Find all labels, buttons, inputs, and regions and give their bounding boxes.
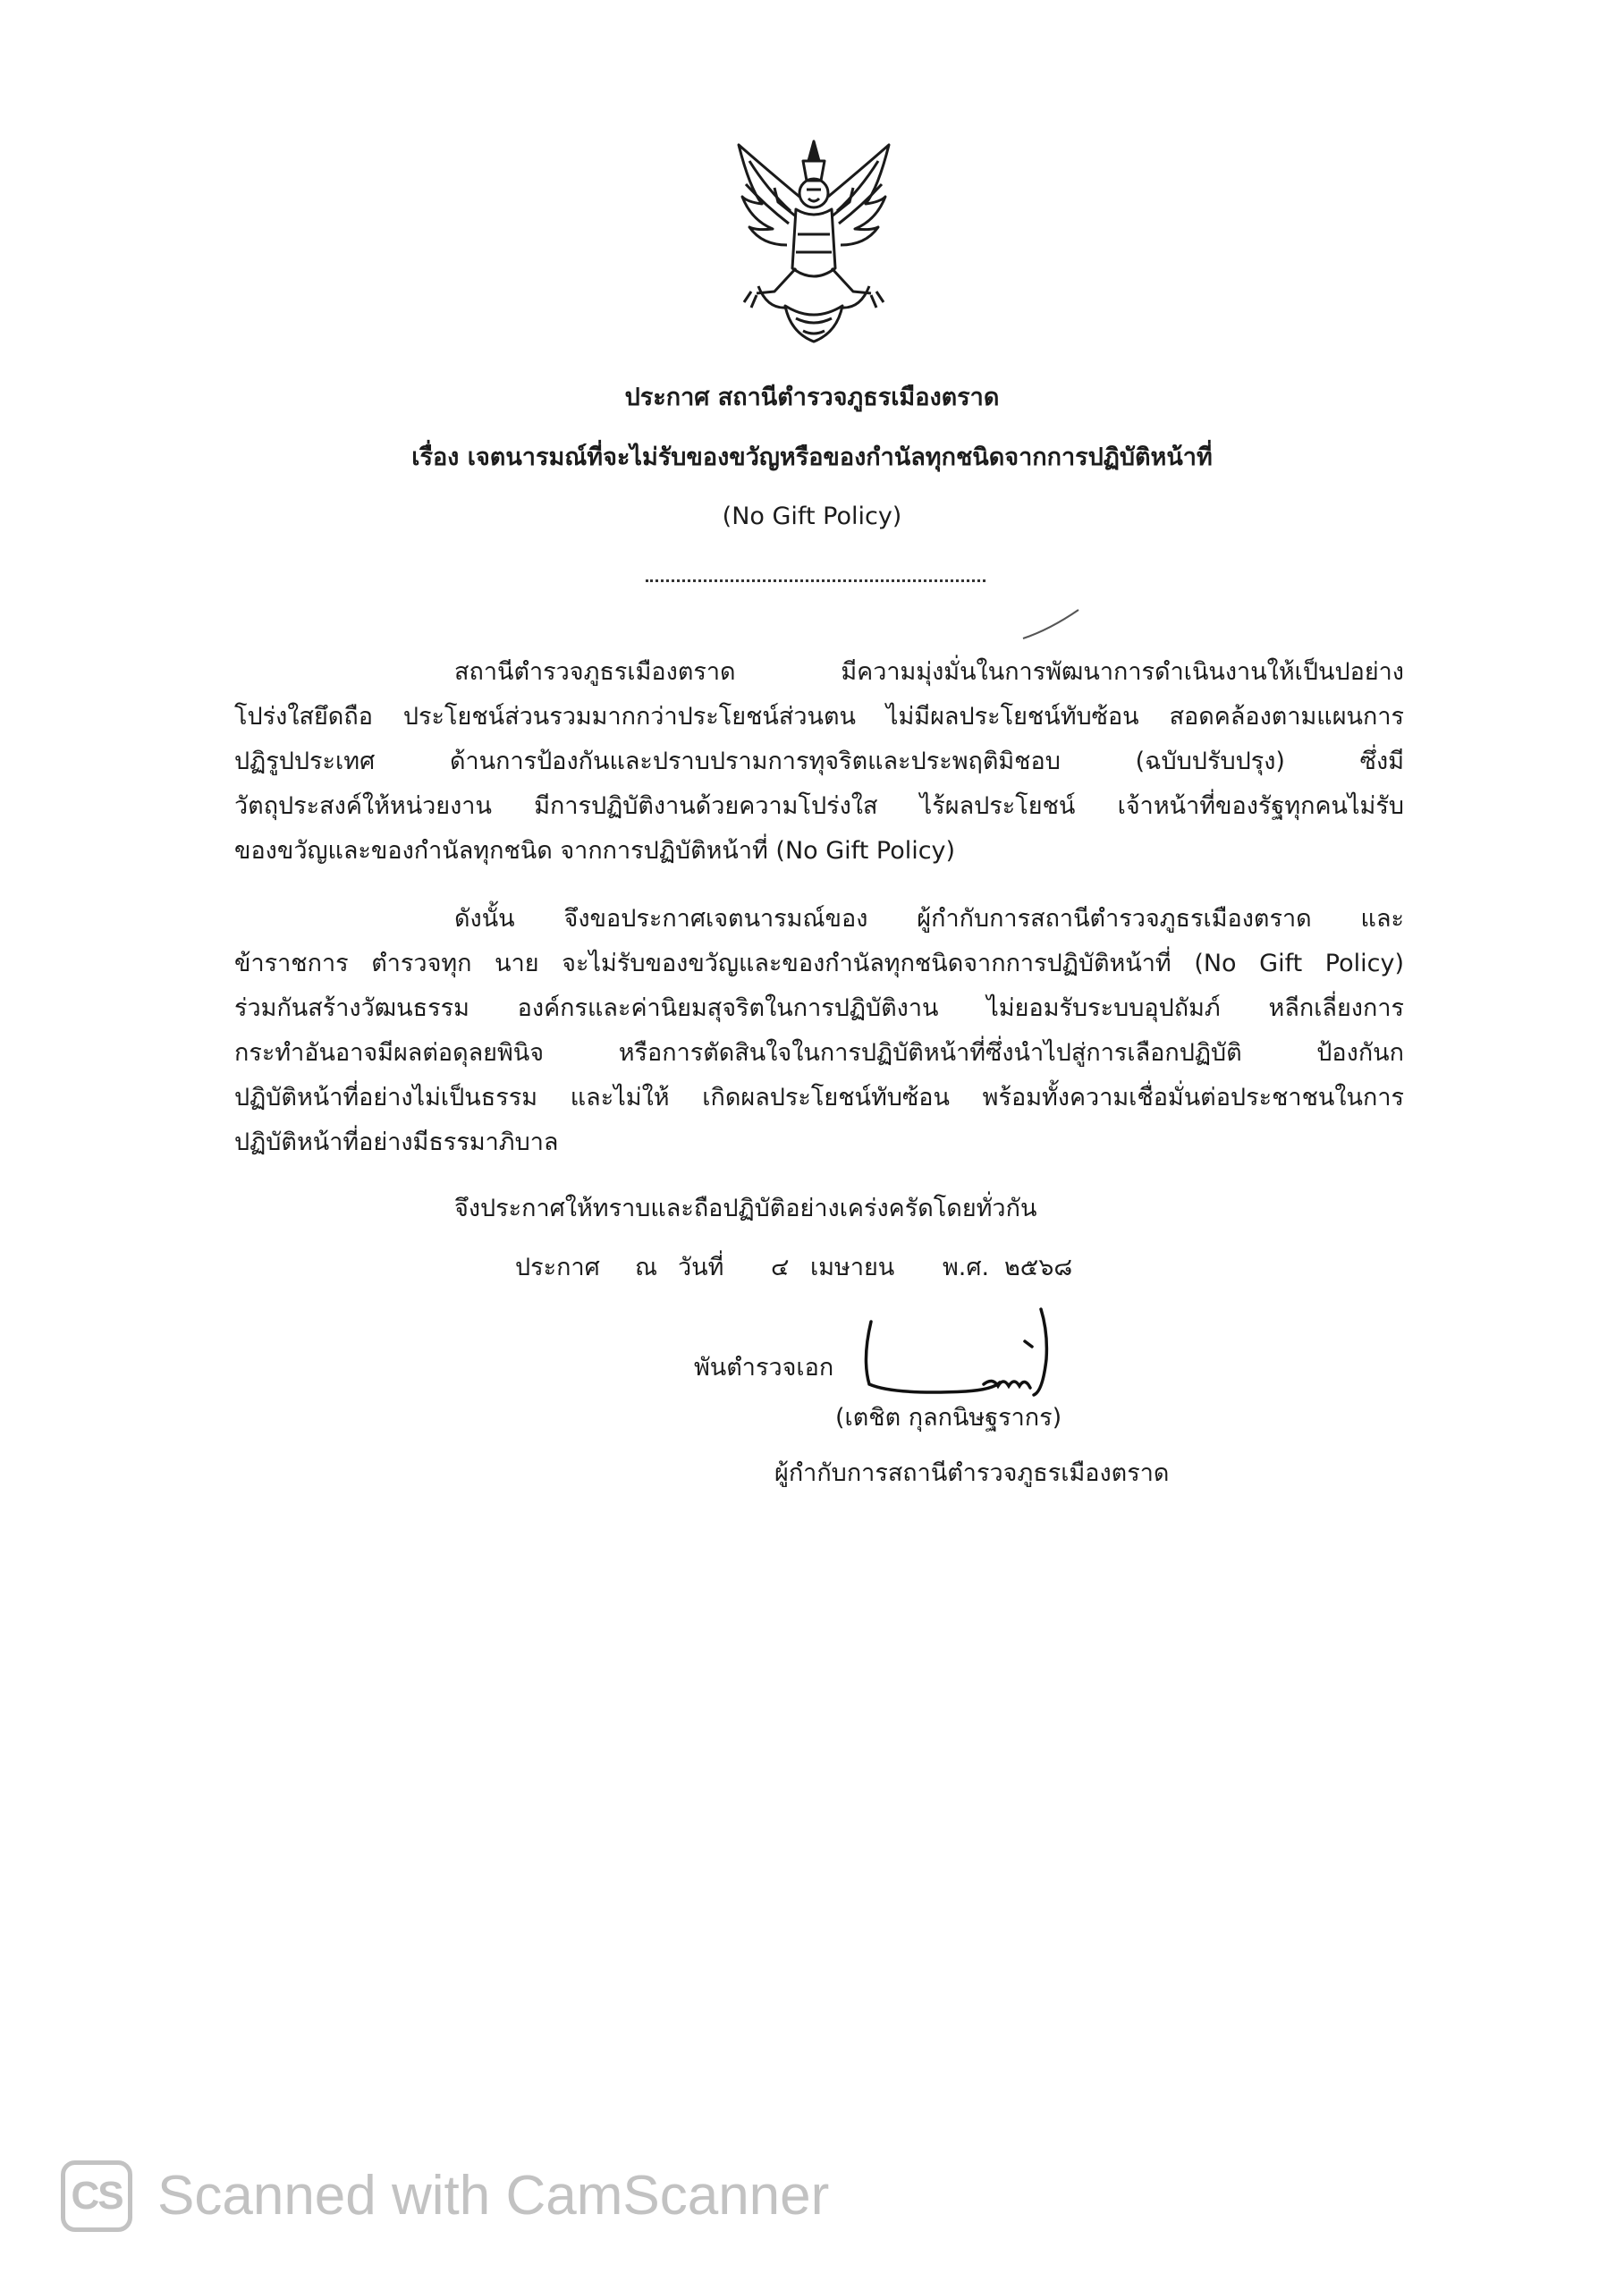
paragraph-line: ดังนั้น จึงขอประกาศเจตนารมณ์ของ ผู้กำกับการสถานีตำรวจภูธรเมืองตราด และ <box>454 905 1404 933</box>
paragraph-line: ปฏิรูปประเทศ ด้านการป้องกันและปราบปรามการทุจริตและประพฤติมิชอบ (ฉบับปรับปรุง) ซึ่งมี <box>234 748 1404 775</box>
announcement-subtitle: (No Gift Policy) <box>722 503 902 530</box>
date-at: ณ <box>635 1254 658 1281</box>
paragraph-line: ปฏิบัติหน้าที่อย่างไม่เป็นธรรม และไม่ให้ เกิดผลประโยชน์ทับซ้อน พร้อมทั้งความเชื่อมั่นต่อประชาชนในการ <box>234 1084 1404 1111</box>
date-year: ๒๕๖๘ <box>1004 1254 1073 1281</box>
garuda-emblem-icon <box>732 134 896 349</box>
date-era: พ.ศ. <box>943 1254 990 1281</box>
paragraph-line: สถานีตำรวจภูธรเมืองตราด มีความมุ่งมั่นในการพัฒนาการดำเนินงานให้เป็นปอย่าง <box>454 658 1404 686</box>
signer-rank: พันตำรวจเอก <box>694 1354 834 1382</box>
paragraph-line: ร่วมกันสร้างวัฒนธรรม องค์กรและค่านิยมสุจริตในการปฏิบัติงาน ไม่ยอมรับระบบอุปถัมภ์ หลีกเลี่ยงการ <box>234 994 1404 1022</box>
announcement-subject: เรื่อง เจตนารมณ์ที่จะไม่รับของขวัญหรือของกำนัลทุกชนิดจากการปฏิบัติหน้าที่ <box>411 444 1213 471</box>
signer-position: ผู้กำกับการสถานีตำรวจภูธรเมืองตราด <box>774 1459 1170 1487</box>
date-day-label: วันที่ <box>678 1254 724 1281</box>
date-day: ๔ <box>771 1254 790 1281</box>
watermark-text: Scanned with CamScanner <box>157 2165 830 2227</box>
paragraph-line: ปฏิบัติหน้าที่อย่างมีธรรมาภิบาล <box>234 1128 559 1156</box>
date-month: เมษายน <box>810 1254 895 1281</box>
pen-stroke-mark <box>1019 606 1082 642</box>
signer-name: (เตชิต กุลกนิษฐรากร) <box>835 1404 1062 1432</box>
paragraph-line: ข้าราชการ ตำรวจทุก นาย จะไม่รับของขวัญและของกำนัลทุกชนิดจากการปฏิบัติหน้าที่ (No Gift Policy) <box>234 950 1404 977</box>
paragraph-line: กระทำอันอาจมีผลต่อดุลยพินิจ หรือการตัดสินใจในการปฏิบัติหน้าที่ซึ่งนำไปสู่การเลือกปฏิบัติ ป้องกันก <box>234 1039 1404 1067</box>
announcement-title: ประกาศ สถานีตำรวจภูธรเมืองตราด <box>624 384 1000 411</box>
dotted-divider <box>646 579 985 582</box>
paragraph-line: โปร่งใสยึดถือ ประโยชน์ส่วนรวมมากกว่าประโยชน์ส่วนตน ไม่มีผลประโยชน์ทับซ้อน สอดคล้องตามแผนการ <box>234 703 1404 731</box>
closing-statement: จึงประกาศให้ทราบและถือปฏิบัติอย่างเคร่งครัดโดยทั่วกัน <box>454 1195 1037 1222</box>
paragraph-intro <box>234 650 1404 874</box>
camscanner-watermark <box>61 2157 1045 2237</box>
paragraph-line: วัตถุประสงค์ให้หน่วยงาน มีการปฏิบัติงานด้วยความโปร่งใส ไร้ผลประโยชน์ เจ้าหน้าที่ของรัฐทุกคนไม่รับ <box>234 792 1404 820</box>
paragraph-line: ของขวัญและของกำนัลทุกชนิด จากการปฏิบัติหน้าที่ (No Gift Policy) <box>234 837 956 865</box>
paragraph-declaration <box>234 897 1404 1165</box>
date-prefix: ประกาศ <box>515 1254 600 1281</box>
camscanner-logo-icon: CS <box>61 2160 132 2232</box>
handwritten-signature <box>859 1306 1091 1404</box>
